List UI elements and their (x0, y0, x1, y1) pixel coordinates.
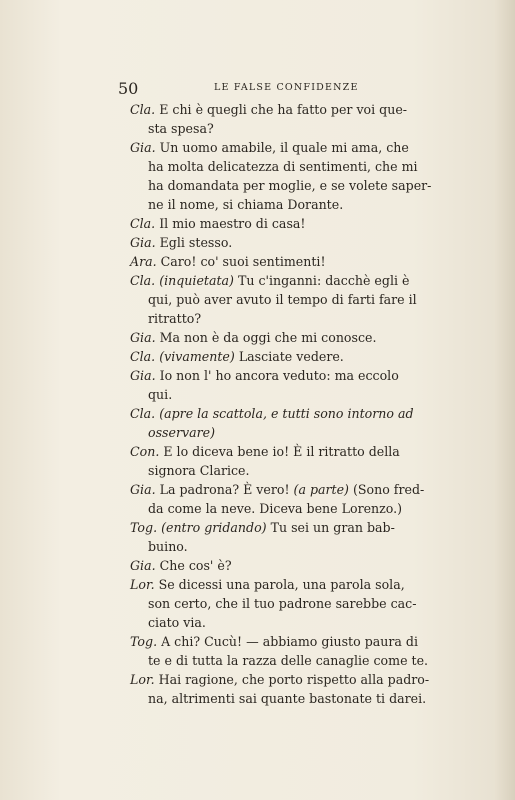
text-line (130, 575, 480, 594)
stage-direction: (vivamente) (155, 349, 235, 364)
text-line (130, 404, 480, 423)
text-line (130, 347, 480, 366)
stage-direction: (apre la scattola, e tutti sono intorno ad (155, 406, 414, 421)
page-number: 50 (118, 79, 139, 98)
stage-direction: (a parte) (293, 482, 349, 497)
text-line (130, 632, 480, 651)
text-line (130, 252, 480, 271)
line-text: A chi? Cucù! — abbiamo giusto paura di (157, 634, 419, 649)
running-title: LE FALSE CONFIDENZE (214, 82, 359, 93)
text-line (130, 556, 480, 575)
speaker: Cla. (130, 406, 156, 421)
text-line (130, 518, 480, 537)
text-line: ne il nome, si chiama Dorante. (148, 197, 344, 212)
text-line: te e di tutta la razza delle canaglie come te. (148, 653, 429, 668)
line-text: E chi è quegli che ha fatto per voi que- (155, 102, 408, 117)
line-text: Hai ragione, che porto rispetto alla padro- (154, 672, 430, 687)
stage-direction: (entro gridando) (157, 520, 267, 535)
text-line: signora Clarice. (148, 463, 250, 478)
text-line (130, 271, 480, 290)
text-line (130, 480, 480, 499)
text-line (130, 138, 480, 157)
text-line: ha molta delicatezza di sentimenti, che mi (148, 159, 418, 174)
speaker: Cla. (130, 349, 156, 364)
line-text: Lasciate vedere. (234, 349, 344, 364)
text-line: buino. (148, 539, 188, 554)
speaker: Lor. (130, 577, 155, 592)
line-text: Il mio maestro di casa! (155, 216, 306, 231)
text-line: da come la neve. Diceva bene Lorenzo.) (148, 501, 403, 516)
speaker: Gia. (130, 558, 156, 573)
line-text: Io non l' ho ancora veduto: ma eccolo (155, 368, 399, 383)
speaker: Gia. (130, 482, 156, 497)
text-line (130, 442, 480, 461)
text-line: osservare) (148, 425, 215, 440)
line-text: Caro! co' suoi sentimenti! (156, 254, 326, 269)
speaker: Con. (130, 444, 160, 459)
text-line: ha domandata per moglie, e se volete saper- (148, 178, 432, 193)
text-line: ciato via. (148, 615, 206, 630)
line-text: E lo diceva bene io! È il ritratto della (159, 444, 400, 459)
stage-direction: (inquietata) (155, 273, 234, 288)
speaker: Gia. (130, 140, 156, 155)
speaker: Gia. (130, 368, 156, 383)
speaker: Cla. (130, 102, 156, 117)
text-line (130, 670, 480, 689)
line-text: Egli stesso. (155, 235, 233, 250)
speaker: Gia. (130, 235, 156, 250)
speaker: Gia. (130, 330, 156, 345)
line-text: Che cos' è? (155, 558, 232, 573)
text-line: son certo, che il tuo padrone sarebbe cac- (148, 596, 417, 611)
line-text: Tu c'inganni: dacchè egli è (233, 273, 410, 288)
text-line (130, 214, 480, 233)
speaker: Tog. (130, 520, 158, 535)
text-line: ritratto? (148, 311, 202, 326)
line-text: Se dicessi una parola, una parola sola, (154, 577, 405, 592)
page-header (118, 79, 388, 99)
speaker: Tog. (130, 634, 158, 649)
text-line: na, altrimenti sai quante bastonate ti darei. (148, 691, 427, 706)
line-text: La padrona? È vero! (155, 482, 294, 497)
line-text: Un uomo amabile, il quale mi ama, che (155, 140, 409, 155)
page-edge (495, 0, 515, 800)
speaker: Ara. (130, 254, 157, 269)
line-text: Tu sei un gran bab- (266, 520, 395, 535)
text-line (130, 233, 480, 252)
line-text: (Sono fred- (348, 482, 425, 497)
play-text (130, 100, 480, 708)
text-line: sta spesa? (148, 121, 214, 136)
speaker: Lor. (130, 672, 155, 687)
text-line: qui, può aver avuto il tempo di farti fare il (148, 292, 417, 307)
speaker: Cla. (130, 216, 156, 231)
line-text: Ma non è da oggi che mi conosce. (155, 330, 377, 345)
text-line (130, 328, 480, 347)
text-line: qui. (148, 387, 173, 402)
text-line (130, 100, 480, 119)
text-line (130, 366, 480, 385)
speaker: Cla. (130, 273, 156, 288)
